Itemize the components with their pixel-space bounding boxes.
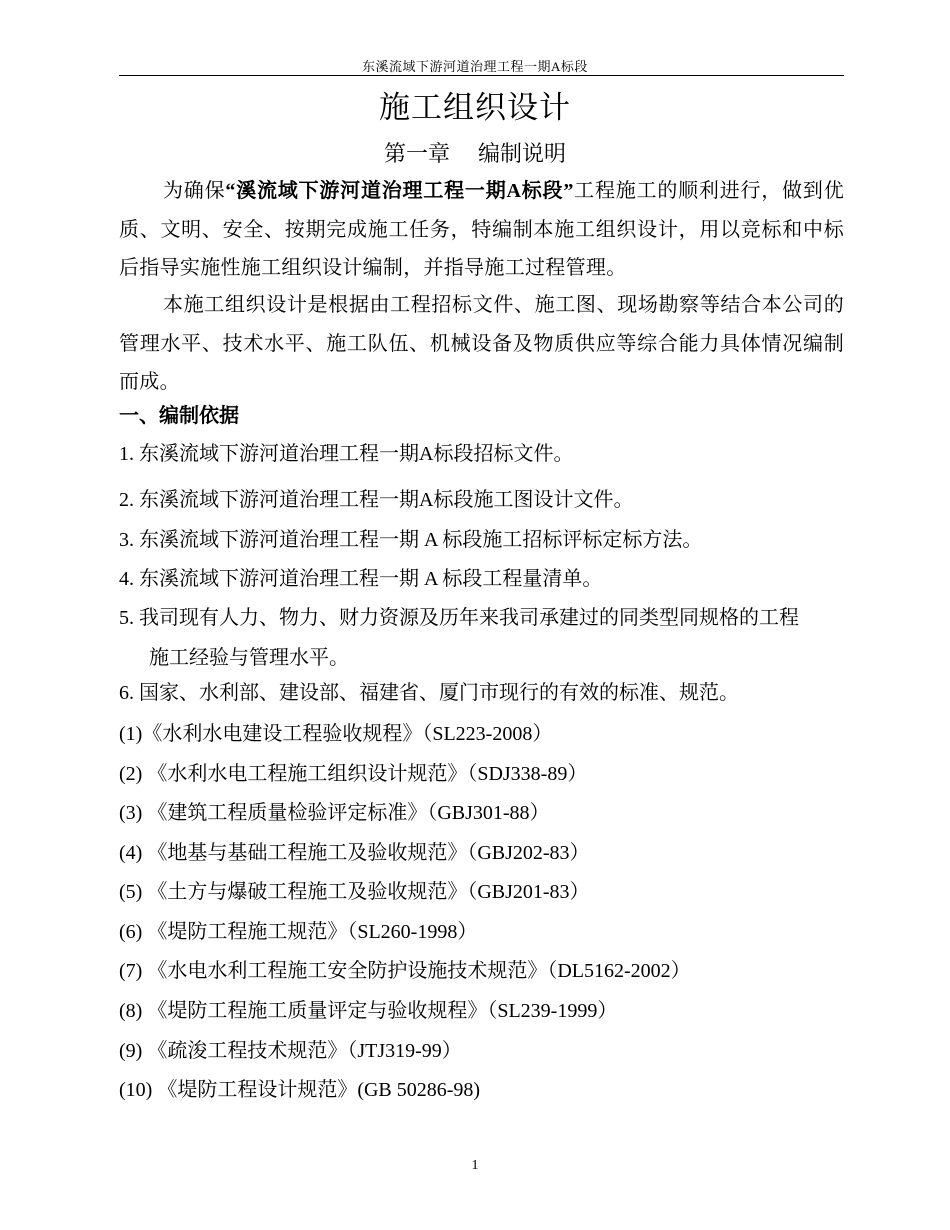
standard-item: (3) 《建筑工程质量检验评定标准》（GBJ301-88）: [119, 802, 550, 824]
basis-item-continuation: 施工经验与管理水平。: [149, 647, 349, 669]
basis-item: 2. 东溪流域下游河道治理工程一期A标段施工图设计文件。: [119, 489, 634, 511]
paragraph-suffix: 工程施工的顺利进行，做到优质、文明、安全、按期完成施工任务，特编制本施工组织设计，用以竞标和中标后指导实施性施工组织设计编制，并指导施工过程管理。: [119, 180, 844, 279]
basis-item: 1. 东溪流域下游河道治理工程一期A标段招标文件。: [119, 443, 574, 465]
intro-paragraph-2: 本施工组织设计是根据由工程招标文件、施工图、现场勘察等结合本公司的管理水平、技术水平、施工队伍、机械设备及物质供应等综合能力具体情况编制而成。: [119, 294, 844, 393]
header-rule: [119, 75, 844, 76]
basis-item: 6. 国家、水利部、建设部、福建省、厦门市现行的有效的标准、规范。: [119, 682, 739, 704]
intro-paragraph-1: [119, 172, 844, 288]
project-name-bold: “溪流域下游河道治理工程一期A标段”: [225, 180, 574, 202]
standard-item: (10) 《堤防工程设计规范》(GB 50286-98): [119, 1079, 481, 1101]
standard-item: (2) 《水利水电工程施工组织设计规范》（SDJ338-89）: [119, 763, 588, 785]
paragraph-prefix: 为确保: [163, 180, 226, 202]
standard-item: (7) 《水电水利工程施工安全防护设施技术规范》（DL5162-2002）: [119, 960, 691, 982]
section-heading-basis: 一、编制依据: [119, 405, 239, 427]
basis-item: 3. 东溪流域下游河道治理工程一期 A 标段施工招标评标定标方法。: [119, 529, 703, 551]
page-number: 1: [471, 1158, 479, 1173]
document-title: 施工组织设计: [379, 90, 571, 126]
standard-item: (1)《水利水电建设工程验收规程》（SL223-2008）: [119, 723, 553, 745]
chapter-title: 第一章 编制说明: [384, 142, 566, 167]
standard-item: (5) 《土方与爆破工程施工及验收规范》（GBJ201-83）: [119, 881, 590, 903]
basis-item: 4. 东溪流域下游河道治理工程一期 A 标段工程量清单。: [119, 568, 603, 590]
standard-item: (4) 《地基与基础工程施工及验收规范》（GBJ202-83）: [119, 842, 590, 864]
standard-item: (6) 《堤防工程施工规范》（SL260-1998）: [119, 921, 478, 943]
standard-item: (9) 《疏浚工程技术规范》（JTJ319-99）: [119, 1040, 462, 1062]
standard-item: (8) 《堤防工程施工质量评定与验收规程》（SL239-1999）: [119, 1000, 618, 1022]
basis-item-line: 5. 我司现有人力、物力、财力资源及历年来我司承建过的同类型同规格的工程: [119, 607, 799, 629]
basis-item: [119, 598, 844, 678]
running-header: 东溪流域下游河道治理工程一期A标段: [362, 59, 588, 74]
